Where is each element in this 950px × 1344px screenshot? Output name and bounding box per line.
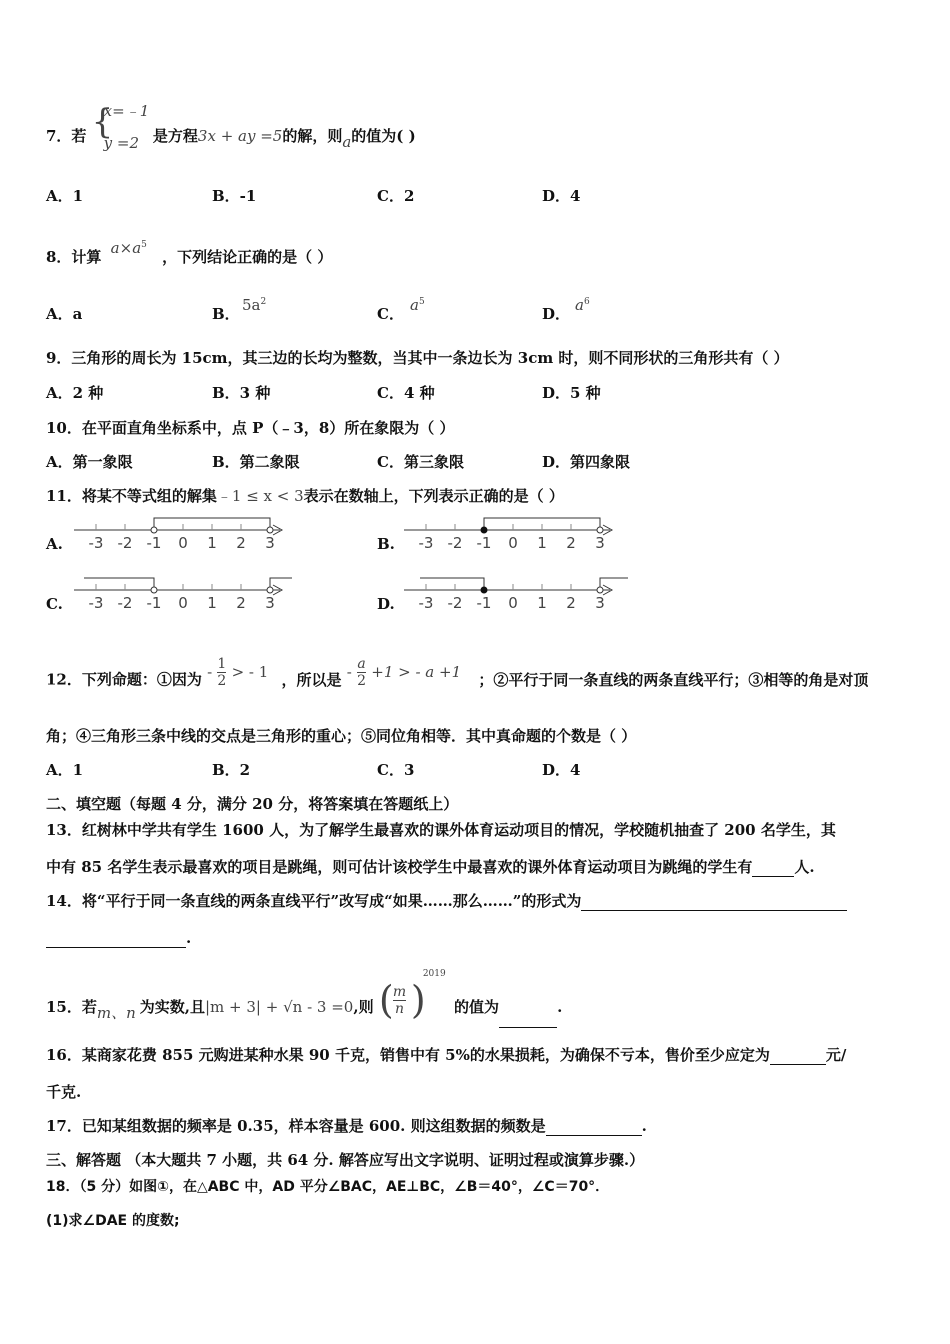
q9-option-b: B．3 种 (212, 384, 271, 402)
q18-line1: 18．（5 分）如图①，在△ABC 中，AD 平分∠BAC，AE⊥BC，∠B＝40°，∠C＝70°． (46, 1179, 610, 1195)
q8-stem (46, 239, 333, 267)
q12-inequality-2: +1 > - a +1 (371, 662, 462, 681)
q11-c-left-bar (84, 578, 154, 590)
q12-stem-line1 (46, 656, 869, 697)
q11-number-line-a (70, 512, 300, 557)
q15-variables: m、n (96, 1004, 136, 1022)
q11-d-solid-left (481, 587, 487, 593)
q15-expression: |m + 3| + √n - 3 =0 (205, 998, 354, 1016)
q8-option-b-base: 5a (242, 296, 261, 314)
q11-stem (46, 486, 564, 506)
q11-c-tick-label-6: 3 (265, 594, 275, 612)
q11-a-tick-label-1: -2 (117, 534, 133, 552)
q11-a-tick-label-0: -3 (88, 534, 104, 552)
q15-power-expression: ( $\frac{m}{n}$ ) 2019 (379, 982, 449, 1022)
q11-d-tick-label-4: 1 (537, 594, 547, 612)
q11-number-line-d (400, 572, 630, 617)
q11-d-right-bar (600, 578, 628, 590)
q7-option-a: A．1 (46, 187, 84, 205)
q11-c-tick-label-0: -3 (88, 594, 104, 612)
q11-d-left-bar (420, 578, 484, 590)
q13-line1: 13．红树林中学共有学生 1600 人，为了解学生最喜欢的课外体育运动项目的情况，学校随机抽查了 200 名学生，其 (46, 821, 836, 839)
q12-option-a: A．1 (46, 761, 84, 779)
q12-option-b: B．2 (212, 761, 251, 779)
q11-c-tick-label-4: 1 (207, 594, 217, 612)
q8-option-c-exponent: 5 (418, 297, 425, 307)
q14-answer-blank-1[interactable] (581, 894, 847, 911)
q12-frac1-numerator: 1 (217, 656, 227, 672)
q15-text-tail: 的值为 (454, 998, 500, 1016)
q12-option-d: D．4 (542, 761, 581, 779)
q11-c-tick-label-2: -1 (146, 594, 162, 612)
q11-b-open-right (597, 527, 603, 533)
q15-answer-blank[interactable] (499, 1011, 557, 1028)
q8-expr-times: × (119, 239, 133, 257)
q11-d-tick-label-3: 0 (508, 594, 518, 612)
q10-option-a: A．第一象限 (46, 453, 133, 471)
q8-expr-b: a (132, 239, 142, 257)
q15-end: . (557, 998, 563, 1016)
q12-frac2-denominator: 2 (357, 673, 367, 689)
q13-line2 (46, 857, 815, 877)
q12-stem-line2: 角；④三角形三条中线的交点是三角形的重心；⑤同位角相等．其中真命题的个数是（ ） (46, 727, 637, 745)
q12-option-c: C．3 (377, 761, 415, 779)
q11-option-d-label: D. (377, 595, 395, 613)
q12-inequality-1: > - 1 (231, 662, 269, 681)
q8-expression (111, 239, 152, 257)
q11-c-tick-label-3: 0 (178, 594, 188, 612)
q7-text-tail: 的值为( ) (351, 127, 416, 145)
q7-variable: a (342, 133, 352, 151)
q11-d-open-right (597, 587, 603, 593)
q14-text: 14．将“平行于同一条直线的两条直线平行”改写成“如果……那么……”的形式为 (46, 892, 582, 910)
q11-a-tick-label-3: 0 (178, 534, 188, 552)
q15-exponent: 2019 (422, 969, 446, 979)
q9-option-c: C．4 种 (377, 384, 435, 402)
q8-option-a: A．a (46, 305, 83, 323)
q11-number-line-b (400, 512, 630, 557)
q11-d-tick-label-5: 2 (566, 594, 576, 612)
q10-stem: 10．在平面直角坐标系中，点 P（﹣3，8）所在象限为（ ） (46, 419, 455, 437)
q12-text-pre: 12．下列命题：①因为 (46, 670, 202, 689)
q11-c-tick-label-5: 2 (236, 594, 246, 612)
q12-fraction-1 (217, 656, 226, 689)
q11-b-tick-label-1: -2 (447, 534, 463, 552)
q18-line2: (1)求∠DAE 的度数; (46, 1213, 180, 1229)
q11-a-tick-label-4: 1 (207, 534, 217, 552)
q8-expr-exponent: 5 (141, 240, 147, 250)
q11-option-b-label: B. (377, 535, 395, 553)
q15-stem (46, 969, 563, 1028)
q8-option-d-exponent: 6 (583, 297, 590, 307)
q15-fraction (393, 984, 406, 1017)
q11-b-solid-left (481, 527, 487, 533)
q8-option-b-label: B． (212, 305, 240, 323)
q9-option-d: D．5 种 (542, 384, 601, 402)
q16-answer-blank[interactable] (770, 1048, 826, 1065)
q7-text-mid: 是方程 (152, 127, 198, 145)
q8-expr-a: a (110, 239, 120, 257)
q8-number: 8．计算 (46, 248, 102, 266)
q8-option-c-expr (410, 292, 425, 315)
q9-option-a: A．2 种 (46, 384, 104, 402)
q10-option-b: B．第二象限 (212, 453, 300, 471)
q11-b-tick-label-4: 1 (537, 534, 547, 552)
q12-frac1-minus: - (207, 662, 213, 681)
q12-fraction-2 (357, 656, 366, 689)
q7-option-d: D．4 (542, 187, 581, 205)
q9-stem: 9．三角形的周长为 15cm，其三边的长均为整数，当其中一条边长为 3cm 时，则不同形状的三角形共有（ ） (46, 349, 789, 367)
q11-a-tick-label-6: 3 (265, 534, 275, 552)
q11-option-c-label: C. (46, 595, 63, 613)
q11-text-pre: 11．将某不等式组的解集 (46, 487, 217, 505)
q8-option-d-label: D． (542, 305, 571, 323)
q17-answer-blank[interactable] (546, 1119, 642, 1136)
q12-frac2-numerator: a (357, 656, 366, 672)
q11-b-tick-label-3: 0 (508, 534, 518, 552)
q8-text-tail: ，下列结论正确的是（ ） (162, 248, 333, 266)
q7-option-c: C．2 (377, 187, 415, 205)
q17-tail: . (641, 1117, 647, 1135)
q11-b-tick-label-5: 2 (566, 534, 576, 552)
q16-unit: 元/ (825, 1046, 847, 1064)
q7-option-b: B．-1 (212, 187, 257, 205)
q12-text-mid: ，所以是 (281, 670, 342, 689)
q15-text-mid2: ,则 (353, 998, 374, 1016)
q11-inequality: ﹣1 ≤ x < 3 (216, 487, 304, 505)
q16-line1 (46, 1045, 846, 1065)
q11-text-post: 表示在数轴上，下列表示正确的是（ ） (303, 487, 564, 505)
q12-frac2-minus: - (346, 662, 352, 681)
section-2-heading: 二、填空题（每题 4 分，满分 20 分，将答案填在答题纸上） (46, 795, 459, 813)
q13-tail: 人. (794, 858, 815, 876)
q13-answer-blank[interactable] (752, 860, 794, 877)
q14-line1 (46, 891, 847, 911)
q8-option-c-base: a (410, 296, 419, 314)
q11-b-tick-label-0: -3 (418, 534, 434, 552)
q11-d-tick-label-6: 3 (595, 594, 605, 612)
q11-c-open-left (151, 587, 157, 593)
q15-frac-denominator: n (393, 1000, 406, 1017)
q14-line2 (46, 928, 191, 948)
q11-d-tick-label-2: -1 (476, 594, 492, 612)
q11-a-open-left (151, 527, 157, 533)
q11-a-open-right (267, 527, 273, 533)
q12-frac1-denominator: 2 (217, 673, 227, 689)
q11-d-tick-label-1: -2 (447, 594, 463, 612)
q16-line2: 千克. (46, 1083, 82, 1101)
q7-system: { x=﹣1 y =2 (91, 102, 150, 152)
q11-option-a-label: A. (46, 535, 63, 553)
q15-frac-numerator: m (392, 984, 407, 1000)
q10-option-c: C．第三象限 (377, 453, 464, 471)
q14-answer-blank-2[interactable] (46, 931, 186, 948)
q7-equation: 3x + ay =5 (197, 127, 283, 145)
q8-option-b-exponent: 2 (260, 297, 267, 307)
q8-option-b-expr (242, 292, 266, 315)
q14-tail: . (186, 929, 192, 947)
q11-c-open-right (267, 587, 273, 593)
q8-option-d-base: a (575, 296, 584, 314)
q8-option-c-label: C． (377, 305, 404, 323)
q15-text-pre: 15．若 (46, 998, 97, 1016)
q11-a-tick-label-2: -1 (146, 534, 162, 552)
q11-c-right-bar (270, 578, 292, 590)
q13-text: 中有 85 名学生表示最喜欢的项目是跳绳，则可估计该校学生中最喜欢的课外体育运动项目为跳绳的学生有 (46, 858, 753, 876)
q11-d-tick-label-0: -3 (418, 594, 434, 612)
q11-c-tick-label-1: -2 (117, 594, 133, 612)
q12-text-post: ；②平行于同一条直线的两条直线平行；③相等的角是对顶 (478, 670, 869, 689)
q7-stem (46, 102, 416, 152)
q11-b-tick-label-2: -1 (476, 534, 492, 552)
q7-number: 7．若 (46, 127, 87, 145)
q15-text-mid: 为实数,且 (139, 998, 205, 1016)
q7-text-mid2: 的解，则 (282, 127, 343, 145)
q8-option-d-expr (575, 292, 590, 315)
q17-stem (46, 1116, 647, 1136)
q11-a-tick-label-5: 2 (236, 534, 246, 552)
section-3-heading: 三、解答题 （本大题共 7 小题，共 64 分. 解答应写出文字说明、证明过程或演算步骤.） (46, 1151, 645, 1169)
q17-text: 17．已知某组数据的频率是 0.35，样本容量是 600. 则这组数据的频数是 (46, 1117, 546, 1135)
q7-equation-top: x=﹣1 (103, 102, 150, 120)
q10-option-d: D．第四象限 (542, 453, 631, 471)
q11-number-line-c (70, 572, 300, 617)
q16-text: 16．某商家花费 855 元购进某种水果 90 千克，销售中有 5%的水果损耗，为确保不亏本，售价至少应定为 (46, 1046, 770, 1064)
q11-b-tick-label-6: 3 (595, 534, 605, 552)
q7-equation-bottom: y =2 (103, 134, 140, 152)
